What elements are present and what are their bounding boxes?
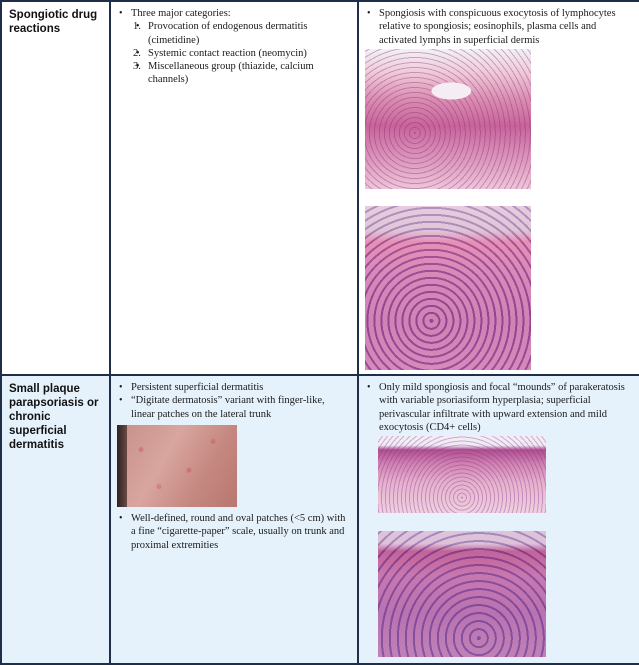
list-item — [133, 60, 351, 87]
clinical-list — [111, 376, 357, 421]
bullet-text: Three major categories: — [131, 8, 231, 19]
list-item — [379, 7, 633, 47]
list-item — [133, 20, 351, 47]
item-number: • 2. — [133, 47, 141, 59]
clinical-cell — [110, 1, 358, 375]
list-item — [133, 47, 351, 60]
item-number: • 3. — [133, 61, 141, 73]
clinical-cell — [110, 375, 358, 664]
clinical-list — [111, 2, 357, 87]
list-item — [379, 381, 633, 434]
histology-list — [359, 376, 639, 434]
bullet-text: Spongiosis with conspicuous exocytosis of lymphocytes relative to spongiosis; eosinophils, plasma cells and activated lymphs in superficial dermis — [379, 8, 616, 46]
list-item — [131, 381, 351, 394]
list-item — [131, 394, 351, 421]
row-heading: Spongiotic drug reactions — [9, 9, 98, 35]
row-heading: Small plaque parapsoriasis or chronic superficial dermatitis — [9, 383, 99, 451]
table-row — [1, 375, 639, 664]
table-row — [1, 1, 639, 375]
list-item — [131, 512, 351, 552]
histology-cell — [358, 1, 639, 375]
list-item — [131, 7, 351, 87]
row-heading-cell — [1, 1, 110, 375]
categories-list — [131, 20, 351, 86]
histology-micrograph-low-power — [378, 436, 546, 513]
histology-list — [359, 2, 639, 47]
item-text: Miscellaneous group (thiazide, calcium channels) — [148, 61, 314, 86]
bullet-text: Only mild spongiosis and focal “mounds” of parakeratosis with variable psoriasiform hyperplasia; superficial perivascular infiltrate with upward extension and mild exocytosis (CD4+ cells) — [379, 382, 625, 433]
bullet-text: “Digitate dermatosis” variant with finger-like, linear patches on the lateral trunk — [131, 395, 325, 420]
item-text: Provocation of endogenous dermatitis (cimetidine) — [148, 21, 308, 46]
bullet-text: Well-defined, round and oval patches (<5 cm) with a fine “cigarette-paper” scale, usually on trunk and proximal extremities — [131, 513, 346, 551]
clinical-list-continued — [111, 512, 357, 552]
histology-cell — [358, 375, 639, 664]
photo-edge-shadow — [117, 425, 127, 507]
item-text: Systemic contact reaction (neomycin) — [148, 47, 307, 59]
row-heading-cell — [1, 375, 110, 664]
histology-micrograph-high-power — [365, 206, 531, 370]
item-number: • 1. — [133, 21, 141, 33]
histology-micrograph-high-power — [378, 531, 546, 657]
bullet-text: Persistent superficial dermatitis — [131, 382, 264, 393]
clinical-photo — [117, 425, 237, 507]
histology-micrograph-low-power — [365, 49, 531, 189]
